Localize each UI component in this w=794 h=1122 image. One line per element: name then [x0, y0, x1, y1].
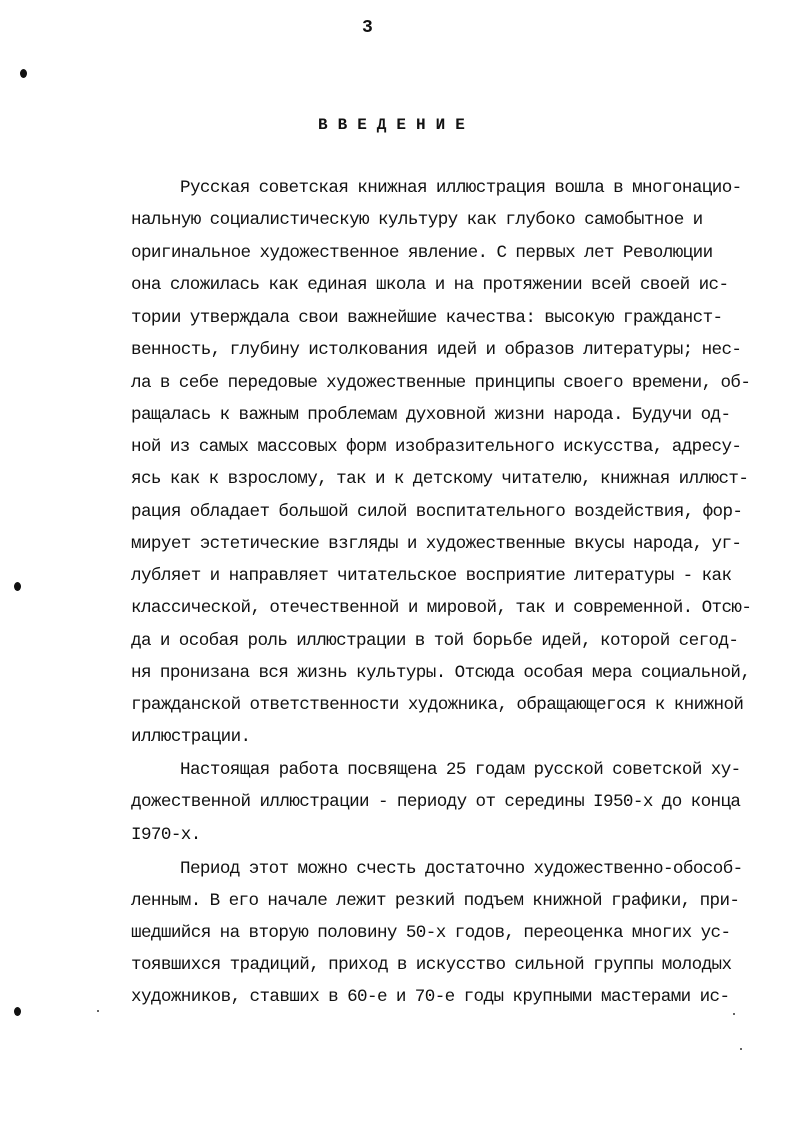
scan-speck — [97, 1010, 99, 1012]
text-line: рация обладает большой силой воспитательного воздействия, фор- — [131, 502, 743, 522]
binder-hole-mark — [14, 1007, 21, 1016]
text-line: иллюстрации. — [131, 727, 251, 747]
text-line: ня пронизана вся жизнь культуры. Отсюда особая мера социальной, — [131, 663, 751, 683]
page-number: 3 — [362, 18, 373, 38]
text-line: тории утверждала свои важнейшие качества: высокую гражданст- — [131, 308, 723, 328]
text-line: гражданской ответственности художника, обращающегося к книжной — [131, 695, 744, 715]
text-line: ленным. В его начале лежит резкий подъем книжной графики, при- — [131, 891, 740, 911]
text-line: Период этот можно счесть достаточно художественно-обособ- — [180, 859, 743, 879]
text-line: ясь как к взрослому, так и к детскому читателю, книжная иллюст- — [131, 469, 749, 489]
text-line: мирует эстетические взгляды и художественные вкусы народа, уг- — [131, 534, 742, 554]
text-line: ной из самых массовых форм изобразительного искусства, адресу- — [131, 437, 742, 457]
text-line: Русская советская книжная иллюстрация вошла в многонацио- — [180, 178, 742, 198]
text-line: венность, глубину истолкования идей и образов литературы; нес- — [131, 340, 742, 360]
text-line: да и особая роль иллюстрации в той борьбе идей, которой сегод- — [131, 631, 739, 651]
scan-speck — [740, 1048, 742, 1050]
text-line: художников, ставших в 60-е и 70-е годы крупными мастерами ис- — [131, 987, 730, 1007]
text-line: нальную социалистическую культуру как глубоко самобытное и — [131, 210, 703, 230]
text-line: ла в себе передовые художественные принципы своего времени, об- — [131, 373, 751, 393]
text-line: дожественной иллюстрации - периоду от середины I950-х до конца — [131, 792, 741, 812]
text-line: классической, отечественной и мировой, так и современной. Отсю- — [131, 598, 752, 618]
scan-speck — [733, 1013, 735, 1015]
text-line: шедшийся на вторую половину 50-х годов, переоценка многих ус- — [131, 923, 731, 943]
text-line: оригинальное художественное явление. С первых лет Революции — [131, 243, 713, 263]
page-title: ВВЕДЕНИЕ — [318, 116, 475, 134]
text-line: тоявшихся традиций, приход в искусство сильной группы молодых — [131, 955, 732, 975]
text-line: она сложилась как единая школа и на протяжении всей своей ис- — [131, 275, 729, 295]
text-line: ращалась к важным проблемам духовной жизни народа. Будучи од- — [131, 405, 731, 425]
text-line: Настоящая работа посвящена 25 годам русской советской ху- — [180, 760, 741, 780]
text-line: лубляет и направляет читательское восприятие литературы - как — [131, 566, 732, 586]
binder-hole-mark — [20, 69, 27, 78]
binder-hole-mark — [14, 582, 21, 591]
text-line: I970-х. — [131, 825, 201, 845]
